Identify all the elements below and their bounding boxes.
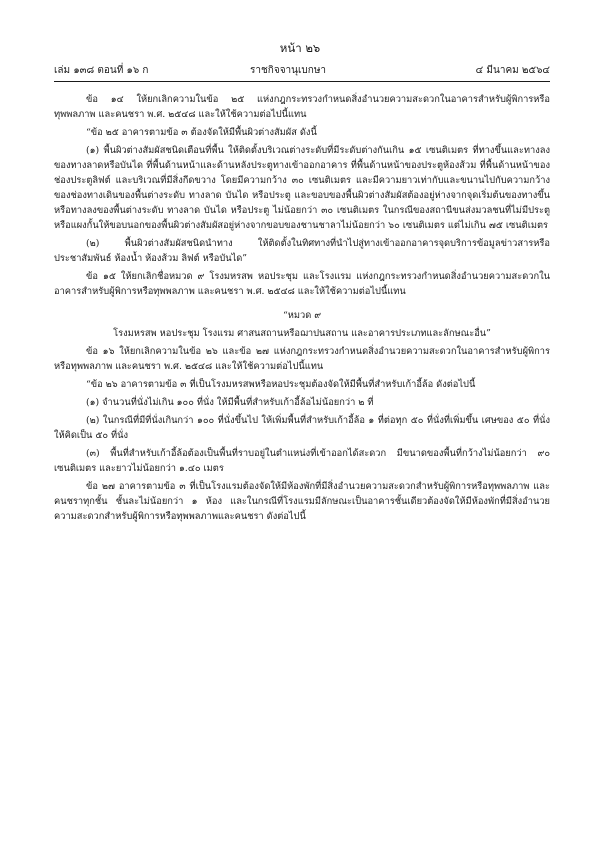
document-body bbox=[54, 92, 550, 527]
clause-26-item-3: (๓) พื้นที่สำหรับเก้าอี้ล้อต้องเป็นพื้นที่ราบอยู่ในตำแหน่งที่เข้าออกได้สะดวก มีขนาดของพื้นที่กว้างไม่น้อยกว่า ๙๐ เซนติเมตร และยาวไม่น้อยกว่า ๑.๔๐ เมตร bbox=[54, 448, 550, 474]
page-number: หน้า ๒๖ bbox=[279, 41, 321, 55]
clause-26-item-2: (๒) ในกรณีที่มีที่นั่งเกินกว่า ๑๐๐ ที่นั่งขึ้นไป ให้เพิ่มพื้นที่สำหรับเก้าอี้ล้อ ๑ ที่ต่อทุก ๕๐ ที่นั่งที่เพิ่มขึ้น เศษของ ๕๐ ที่นั่ง ให้คิดเป็น ๕๐ ที่นั่ง bbox=[54, 415, 550, 441]
clause-15: ข้อ ๑๕ ให้ยกเลิกชื่อหมวด ๙ โรงมหรสพ หอประชุม และโรงแรม แห่งกฎกระทรวงกำหนดสิ่งอำนวยความสะดวกในอาคารสำหรับผู้พิการหรือทุพพลภาพ และคนชรา พ.ศ. ๒๕๔๘ และให้ใช้ความต่อไปนี้แทน bbox=[54, 271, 550, 297]
volume-issue: เล่ม ๑๓๘ ตอนที่ ๑๖ ก bbox=[54, 65, 149, 76]
clause-25-intro: “ข้อ ๒๕ อาคารตามข้อ ๓ ต้องจัดให้มีพื้นผิวต่างสัมผัส ดังนี้ bbox=[86, 127, 317, 138]
publication-date: ๔ มีนาคม ๒๕๖๔ bbox=[475, 65, 550, 76]
clause-26-intro: “ข้อ ๒๖ อาคารตามข้อ ๓ ที่เป็นโรงมหรสพหรือหอประชุมต้องจัดให้มีพื้นที่สำหรับเก้าอี้ล้อ ดังต่อไปนี้ bbox=[86, 379, 476, 390]
clause-26-item-1: (๑) จำนวนที่นั่งไม่เกิน ๑๐๐ ที่นั่ง ให้มีพื้นที่สำหรับเก้าอี้ล้อไม่น้อยกว่า ๒ ที่ bbox=[86, 397, 374, 408]
chapter-subtitle: โรงมหรสพ หอประชุม โรงแรม ศาสนสถานหรือฌาปนสถาน และอาคารประเภทและลักษณะอื่น” bbox=[113, 328, 491, 339]
chapter-title: “หมวด ๙ bbox=[282, 310, 322, 321]
clause-25-item-2: (๒) พื้นผิวต่างสัมผัสชนิดนำทาง ให้ติดตั้งในทิศทางที่นำไปสู่ทางเข้าออกอาคารจุดบริการข้อมูลข่าวสารหรือประชาสัมพันธ์ ห้องน้ำ ห้องส้วม ลิฟต์ หรือบันได” bbox=[54, 238, 550, 264]
gazette-name: ราชกิจจานุเบกษา bbox=[250, 65, 327, 76]
gazette-header bbox=[54, 63, 550, 79]
clause-14: ข้อ ๑๔ ให้ยกเลิกความในข้อ ๒๕ แห่งกฎกระทรวงกำหนดสิ่งอำนวยความสะดวกในอาคารสำหรับผู้พิการหรือทุพพลภาพ และคนชรา พ.ศ. ๒๕๔๘ และให้ใช้ความต่อไปนี้แทน bbox=[54, 94, 550, 120]
clause-25-item-1: (๑) พื้นผิวต่างสัมผัสชนิดเตือนที่พื้น ให้ติดตั้งบริเวณต่างระดับที่มีระดับต่างกันเกิน ๑๕ เซนติเมตร ที่ทางขึ้นและทางลงของทางลาดหรือบันได ที่พื้นด้านหน้าและด้านหลังประตูทางเข้าออกอาคาร ที่พื้นด้านหน้าของประตูห้องส้วม ที่พื้นด้านหน้าของช่องประตูลิฟต์ และบริเวณที่มีสิ่งกีดขวาง โดยมีความกว้าง ๓๐ เซนติเมตร และมีความยาวเท่ากับและขนานไปกับความกว้างของช่องทางเดินของพื้นต่างระดับ ทางลาด บันได หรือประตู และขอบของพื้นผิวต่างสัมผัสต้องอยู่ห่างจากจุดเริ่มต้นของทางขึ้นหรือทางลงของพื้นต่างระดับ ทางลาด บันได หรือประตู ไม่น้อยกว่า ๓๐ เซนติเมตร ในกรณีของสถานีขนส่งมวลชนที่ไม่มีประตูหรือแผงกั้นให้ขอบนอกของพื้นผิวต่างสัมผัสอยู่ห่างจากขอบของชานชาลาไม่น้อยกว่า ๖๐ เซนติเมตร แต่ไม่เกิน ๗๕ เซนติเมตร bbox=[54, 145, 550, 231]
header-rule bbox=[54, 81, 550, 82]
clause-27: ข้อ ๒๗ อาคารตามข้อ ๓ ที่เป็นโรงแรมต้องจัดให้มีห้องพักที่มีสิ่งอำนวยความสะดวกสำหรับผู้พิการหรือทุพพลภาพ และคนชราทุกชั้น ชั้นละไม่น้อยกว่า ๑ ห้อง และในกรณีที่โรงแรมมีลักษณะเป็นอาคารชั้นเดียวต้องจัดให้มีห้องพักที่มีสิ่งอำนวยความสะดวกสำหรับผู้พิการหรือทุพพลภาพและคนชรา ดังต่อไปนี้ bbox=[54, 481, 550, 522]
clause-16: ข้อ ๑๖ ให้ยกเลิกความในข้อ ๒๖ และข้อ ๒๗ แห่งกฎกระทรวงกำหนดสิ่งอำนวยความสะดวกในอาคารสำหรับผู้พิการหรือทุพพลภาพ และคนชรา พ.ศ. ๒๕๔๘ และให้ใช้ความต่อไปนี้แทน bbox=[54, 346, 550, 372]
